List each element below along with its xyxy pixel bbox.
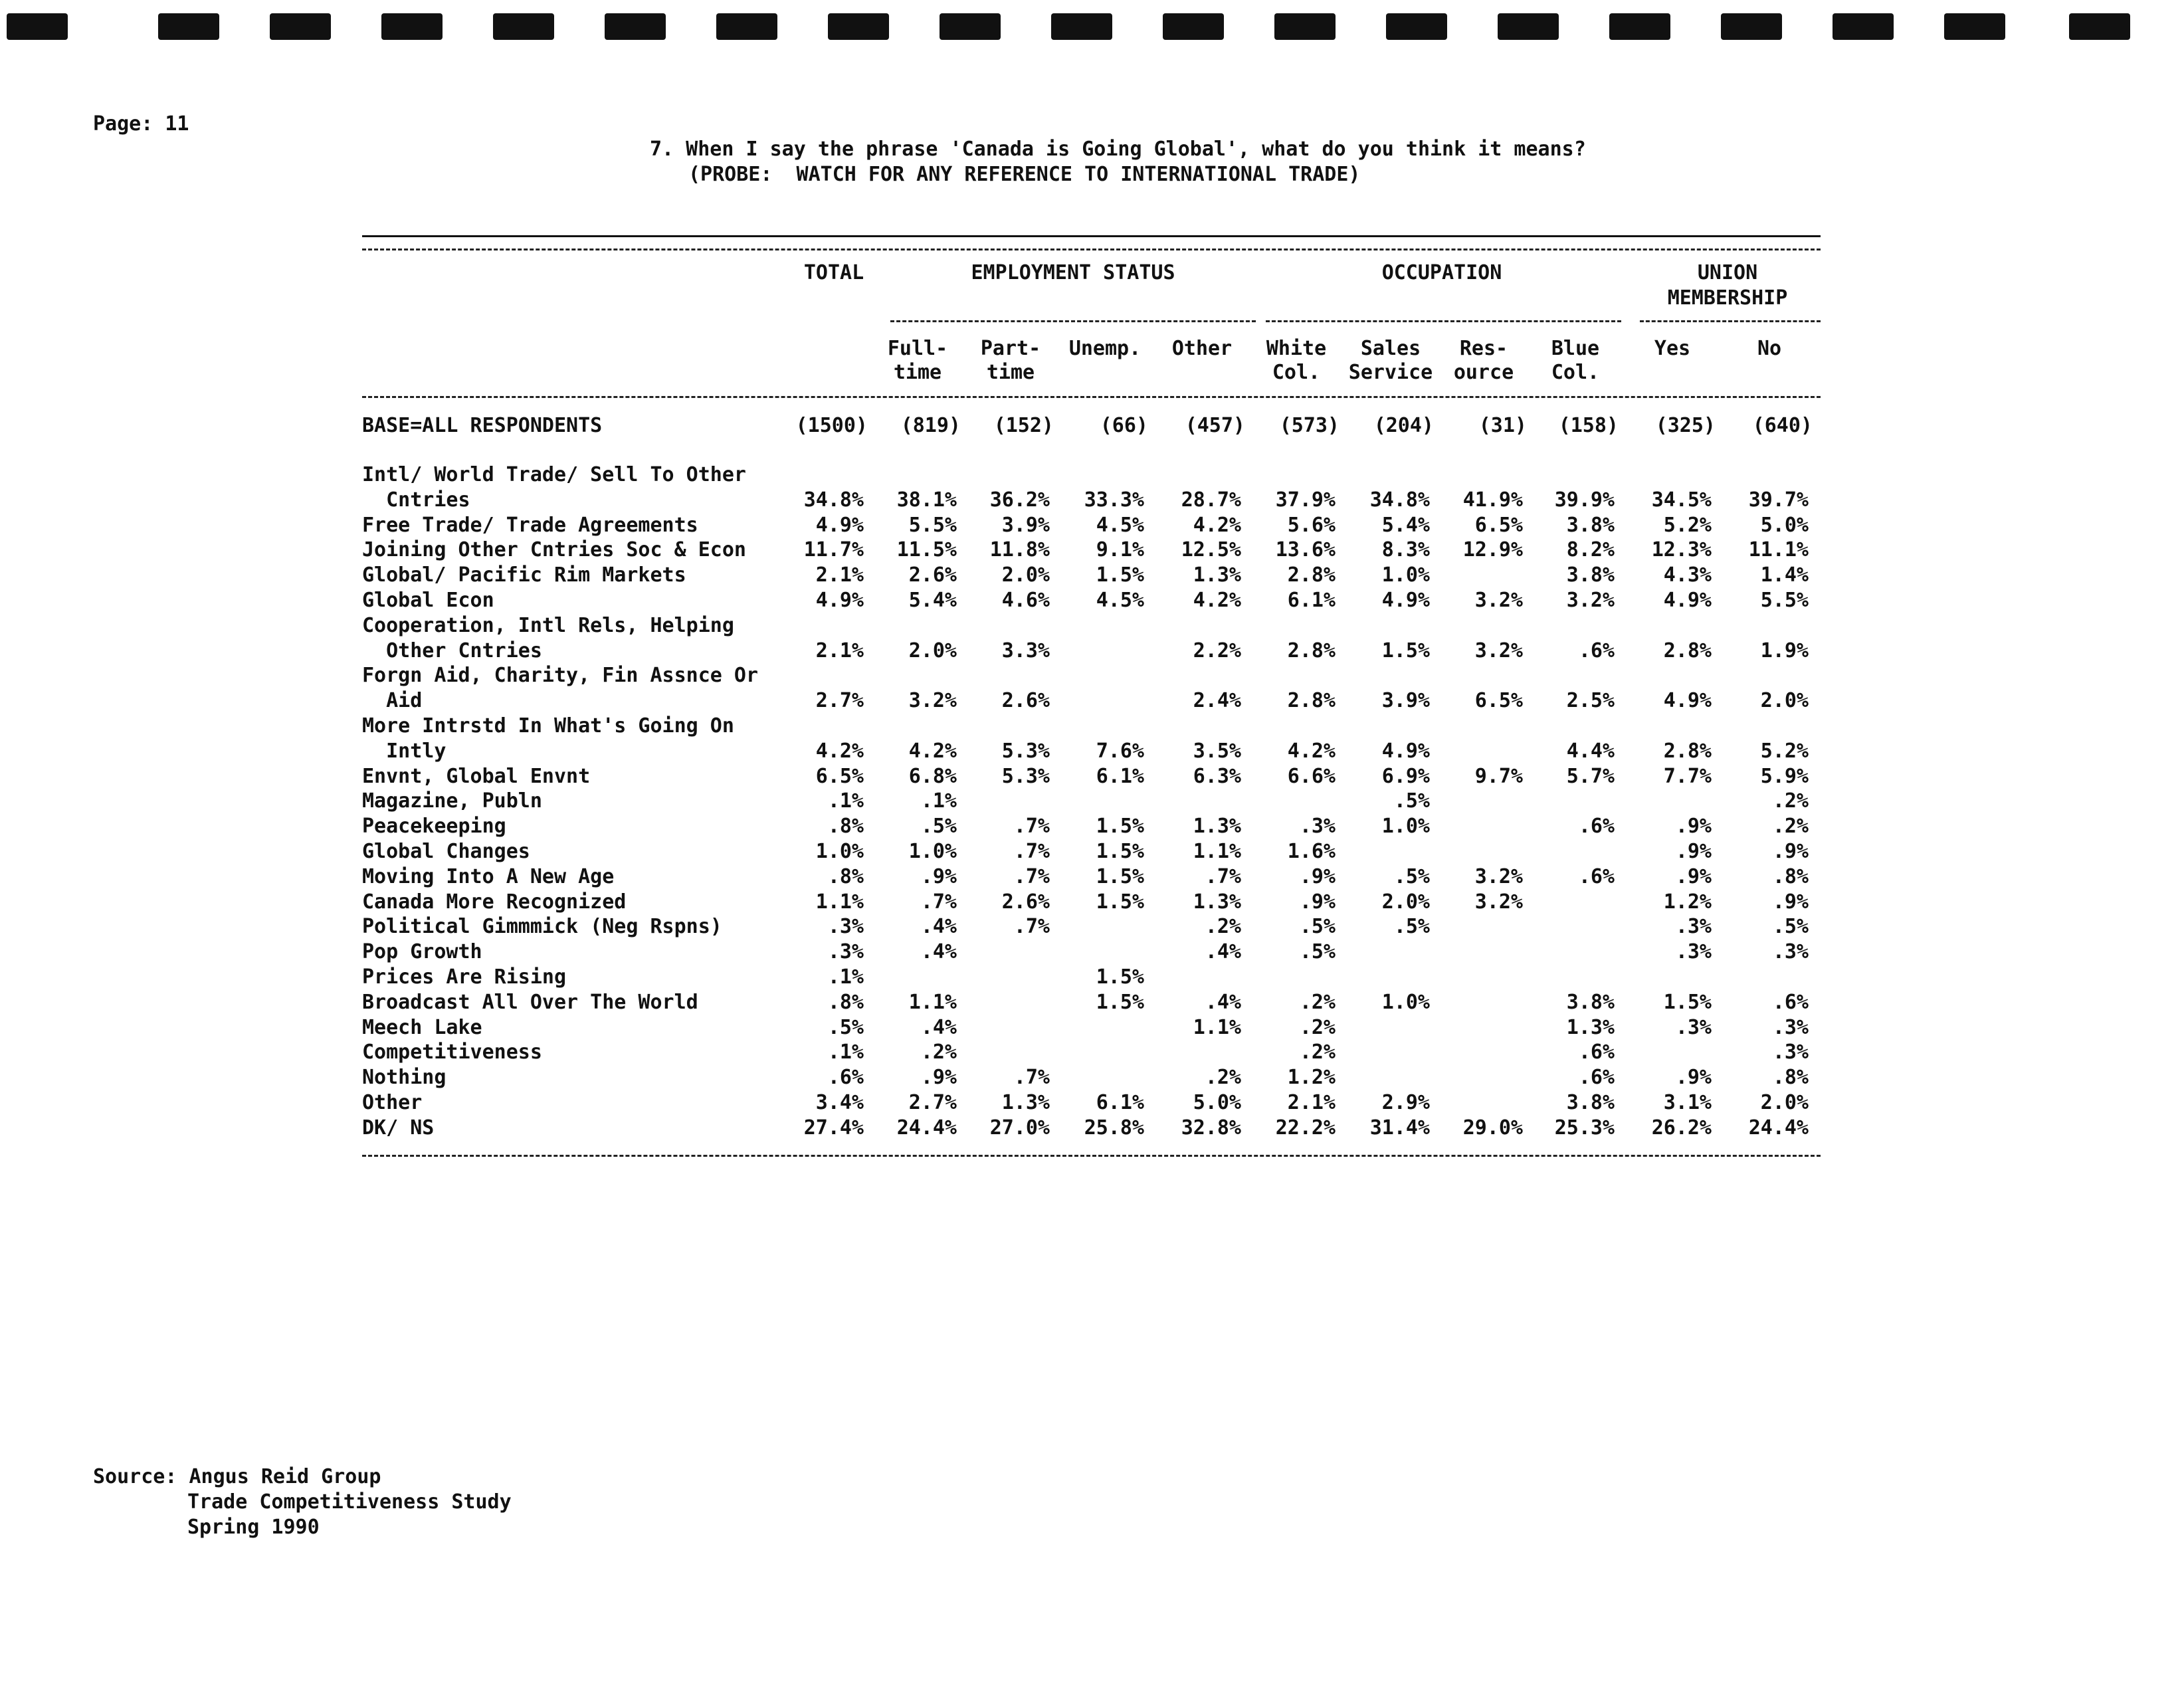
row-label-continued: Other Cntries: [362, 639, 542, 662]
table-cell: 5.2%: [1663, 513, 1712, 537]
source-date: Spring 1990: [187, 1516, 320, 1539]
table-cell: 4.5%: [1096, 589, 1144, 612]
base-cell: (31): [1478, 414, 1527, 437]
table-cell: 5.5%: [908, 513, 957, 537]
table-cell: 24.4%: [1748, 1116, 1809, 1140]
table-cell: .3%: [1772, 1041, 1809, 1064]
row-label: Joining Other Cntries Soc & Econ: [362, 538, 746, 562]
table-cell: 8.3%: [1381, 538, 1430, 562]
table-cell: 2.1%: [1287, 1091, 1336, 1114]
table-cell: 1.5%: [1381, 639, 1430, 662]
column-header: Other: [1171, 337, 1233, 360]
row-label: Forgn Aid, Charity, Fin Assnce Or: [362, 664, 759, 688]
table-cell: .6%: [1578, 639, 1615, 662]
column-header: time: [986, 361, 1035, 384]
table-cell: .4%: [1205, 990, 1241, 1014]
base-label: BASE=ALL RESPONDENTS: [362, 414, 603, 437]
table-cell: 25.8%: [1084, 1116, 1144, 1140]
table-cell: 12.3%: [1651, 538, 1712, 562]
table-cell: .6%: [827, 1066, 864, 1090]
binding-hole: [1498, 13, 1559, 40]
table-cell: 1.4%: [1760, 563, 1809, 587]
table-cell: .9%: [1299, 890, 1336, 914]
group-header-union-sub: MEMBERSHIP: [1667, 286, 1788, 310]
header-bottom-rule: [362, 396, 1821, 398]
binding-hole: [158, 13, 219, 40]
table-cell: 1.5%: [1096, 563, 1144, 587]
table-dashed-rule: [362, 248, 1821, 250]
table-cell: .3%: [1299, 815, 1336, 839]
table-cell: .7%: [1013, 864, 1050, 888]
base-cell: (573): [1279, 414, 1340, 437]
base-cell: (158): [1558, 414, 1619, 437]
row-label: Prices Are Rising: [362, 965, 567, 989]
table-cell: 2.0%: [1760, 1091, 1809, 1114]
table-cell: 3.5%: [1193, 739, 1241, 763]
table-cell: 3.8%: [1566, 513, 1615, 537]
table-cell: .5%: [1299, 915, 1336, 939]
binding-hole: [1609, 13, 1670, 40]
group-header-total: TOTAL: [803, 261, 864, 284]
table-cell: 2.8%: [1287, 563, 1336, 587]
table-cell: .5%: [920, 815, 957, 839]
table-cell: 1.3%: [1193, 563, 1241, 587]
base-cell: (204): [1373, 414, 1434, 437]
binding-hole: [1833, 13, 1894, 40]
row-label: Global/ Pacific Rim Markets: [362, 563, 686, 587]
table-cell: 37.9%: [1275, 488, 1336, 512]
table-cell: .9%: [1772, 890, 1809, 914]
column-header: Col.: [1551, 361, 1600, 384]
table-cell: .7%: [1013, 915, 1050, 939]
table-cell: .5%: [1393, 915, 1430, 939]
row-label: Magazine, Publn: [362, 789, 542, 813]
table-cell: 6.1%: [1096, 764, 1144, 788]
table-cell: 9.7%: [1474, 764, 1523, 788]
base-cell: (66): [1100, 414, 1148, 437]
column-header: White: [1266, 337, 1327, 360]
table-cell: .7%: [1013, 1066, 1050, 1090]
page-number: Page: 11: [93, 112, 189, 136]
row-label: Other: [362, 1091, 423, 1114]
table-cell: .3%: [1675, 1015, 1712, 1039]
table-cell: 31.4%: [1369, 1116, 1430, 1140]
table-cell: 2.7%: [908, 1091, 957, 1114]
table-cell: .7%: [1013, 815, 1050, 839]
table-cell: .5%: [1393, 789, 1430, 813]
table-cell: 3.9%: [1381, 689, 1430, 713]
table-cell: 3.1%: [1663, 1091, 1712, 1114]
table-cell: 3.9%: [1001, 513, 1050, 537]
table-cell: .9%: [1772, 840, 1809, 863]
row-label-continued: Aid: [362, 689, 423, 713]
binding-hole: [1051, 13, 1112, 40]
table-cell: 5.0%: [1760, 513, 1809, 537]
table-cell: .4%: [1205, 940, 1241, 964]
binding-hole: [1274, 13, 1336, 40]
table-cell: .2%: [1772, 815, 1809, 839]
table-cell: 1.1%: [1193, 1015, 1241, 1039]
table-cell: .8%: [1772, 864, 1809, 888]
table-cell: 6.5%: [815, 764, 864, 788]
table-cell: 4.9%: [815, 589, 864, 612]
table-cell: 6.9%: [1381, 764, 1430, 788]
table-cell: 1.2%: [1663, 890, 1712, 914]
row-label: Competitiveness: [362, 1041, 542, 1064]
column-header: ource: [1453, 361, 1514, 384]
table-cell: 24.4%: [896, 1116, 957, 1140]
row-label: Global Changes: [362, 840, 530, 863]
question-text: 7. When I say the phrase 'Canada is Going Global', what do you think it means?: [650, 138, 1586, 161]
binding-hole: [493, 13, 554, 40]
table-cell: 1.5%: [1096, 815, 1144, 839]
base-cell: (1500): [795, 414, 868, 437]
table-cell: .3%: [827, 940, 864, 964]
table-cell: 4.4%: [1566, 739, 1615, 763]
column-header: Blue: [1551, 337, 1600, 360]
occupation-underline: [1266, 320, 1621, 322]
table-cell: .5%: [1393, 864, 1430, 888]
table-cell: 6.3%: [1193, 764, 1241, 788]
table-cell: 2.0%: [1001, 563, 1050, 587]
table-cell: 11.5%: [896, 538, 957, 562]
table-cell: 5.0%: [1193, 1091, 1241, 1114]
table-cell: 3.8%: [1566, 990, 1615, 1014]
table-cell: 2.6%: [908, 563, 957, 587]
table-cell: 1.0%: [815, 840, 864, 863]
table-cell: 1.5%: [1096, 965, 1144, 989]
table-cell: 2.8%: [1663, 639, 1712, 662]
table-cell: 1.5%: [1096, 890, 1144, 914]
table-cell: .9%: [1675, 840, 1712, 863]
row-label: Political Gimmmick (Neg Rspns): [362, 915, 722, 939]
table-cell: 25.3%: [1554, 1116, 1615, 1140]
table-cell: 1.5%: [1096, 864, 1144, 888]
table-cell: 26.2%: [1651, 1116, 1712, 1140]
table-cell: 4.2%: [1193, 589, 1241, 612]
binding-hole: [1163, 13, 1224, 40]
table-cell: 4.3%: [1663, 563, 1712, 587]
table-cell: 6.5%: [1474, 689, 1523, 713]
table-cell: 29.0%: [1462, 1116, 1523, 1140]
table-cell: 4.2%: [1193, 513, 1241, 537]
column-header: Full-: [887, 337, 948, 360]
table-cell: .7%: [920, 890, 957, 914]
table-cell: 12.5%: [1181, 538, 1241, 562]
table-cell: .5%: [1772, 915, 1809, 939]
table-bottom-rule: [362, 1155, 1821, 1157]
table-cell: 2.1%: [815, 639, 864, 662]
table-cell: 36.2%: [989, 488, 1050, 512]
column-header: Yes: [1654, 337, 1691, 360]
table-cell: 2.5%: [1566, 689, 1615, 713]
base-cell: (819): [900, 414, 961, 437]
table-cell: .9%: [920, 1066, 957, 1090]
table-cell: .9%: [920, 864, 957, 888]
union-underline: [1640, 320, 1821, 322]
table-cell: 1.9%: [1760, 639, 1809, 662]
table-cell: 1.6%: [1287, 840, 1336, 863]
table-cell: .4%: [920, 915, 957, 939]
binding-hole: [2069, 13, 2130, 40]
table-cell: 34.5%: [1651, 488, 1712, 512]
table-cell: 1.5%: [1663, 990, 1712, 1014]
group-header-employment: EMPLOYMENT STATUS: [971, 261, 1175, 284]
table-cell: 1.1%: [1193, 840, 1241, 863]
binding-hole: [7, 13, 68, 40]
table-cell: 5.9%: [1760, 764, 1809, 788]
table-cell: .1%: [827, 965, 864, 989]
table-cell: .3%: [827, 915, 864, 939]
table-cell: .2%: [1299, 1015, 1336, 1039]
binding-hole: [828, 13, 889, 40]
table-cell: 38.1%: [896, 488, 957, 512]
row-label: Meech Lake: [362, 1015, 482, 1039]
row-label: Cooperation, Intl Rels, Helping: [362, 613, 734, 637]
table-cell: 2.8%: [1287, 689, 1336, 713]
table-cell: 3.3%: [1001, 639, 1050, 662]
table-cell: 22.2%: [1275, 1116, 1336, 1140]
table-cell: .3%: [1772, 1015, 1809, 1039]
table-cell: 4.9%: [1663, 589, 1712, 612]
table-cell: .8%: [827, 815, 864, 839]
table-cell: 1.5%: [1096, 840, 1144, 863]
binding-holes: [0, 13, 2184, 47]
row-label-continued: Cntries: [362, 488, 470, 512]
table-cell: 5.4%: [908, 589, 957, 612]
column-header: time: [893, 361, 942, 384]
table-cell: 1.3%: [1566, 1015, 1615, 1039]
table-cell: 27.4%: [803, 1116, 864, 1140]
column-header: Unemp.: [1068, 337, 1142, 360]
table-cell: 28.7%: [1181, 488, 1241, 512]
table-cell: 4.5%: [1096, 513, 1144, 537]
table-cell: 33.3%: [1084, 488, 1144, 512]
table-cell: 2.4%: [1193, 689, 1241, 713]
table-cell: .9%: [1299, 864, 1336, 888]
table-cell: 1.2%: [1287, 1066, 1336, 1090]
table-cell: .6%: [1772, 990, 1809, 1014]
employment-underline: [890, 320, 1256, 322]
table-cell: .2%: [1299, 1041, 1336, 1064]
table-cell: 6.1%: [1096, 1091, 1144, 1114]
table-cell: 2.0%: [1760, 689, 1809, 713]
table-cell: 2.8%: [1287, 639, 1336, 662]
table-cell: 4.9%: [1663, 689, 1712, 713]
table-cell: 6.5%: [1474, 513, 1523, 537]
row-label: Canada More Recognized: [362, 890, 627, 914]
table-cell: 34.8%: [1369, 488, 1430, 512]
table-cell: 3.8%: [1566, 1091, 1615, 1114]
table-cell: 1.1%: [815, 890, 864, 914]
table-cell: .6%: [1578, 864, 1615, 888]
base-cell: (640): [1752, 414, 1813, 437]
column-header: Service: [1348, 361, 1433, 384]
table-cell: 5.7%: [1566, 764, 1615, 788]
binding-hole: [381, 13, 443, 40]
table-cell: 2.9%: [1381, 1091, 1430, 1114]
row-label: Free Trade/ Trade Agreements: [362, 513, 698, 537]
table-cell: 4.2%: [908, 739, 957, 763]
table-cell: 5.3%: [1001, 739, 1050, 763]
table-cell: 2.0%: [1381, 890, 1430, 914]
table-cell: 32.8%: [1181, 1116, 1241, 1140]
table-cell: 3.8%: [1566, 563, 1615, 587]
binding-hole: [1386, 13, 1447, 40]
table-cell: .1%: [920, 789, 957, 813]
table-cell: 4.2%: [815, 739, 864, 763]
table-cell: .5%: [1299, 940, 1336, 964]
table-cell: .2%: [1772, 789, 1809, 813]
table-cell: 2.6%: [1001, 890, 1050, 914]
table-cell: 3.2%: [1474, 890, 1523, 914]
table-cell: .1%: [827, 1041, 864, 1064]
binding-hole: [1721, 13, 1782, 40]
table-cell: 1.1%: [908, 990, 957, 1014]
table-cell: 6.6%: [1287, 764, 1336, 788]
table-cell: 5.5%: [1760, 589, 1809, 612]
table-cell: 2.0%: [908, 639, 957, 662]
table-cell: 5.6%: [1287, 513, 1336, 537]
table-cell: 4.9%: [1381, 739, 1430, 763]
group-header-union: UNION: [1697, 261, 1758, 284]
table-cell: 2.8%: [1663, 739, 1712, 763]
table-cell: 13.6%: [1275, 538, 1336, 562]
table-cell: 7.7%: [1663, 764, 1712, 788]
binding-hole: [1944, 13, 2005, 40]
row-label: Broadcast All Over The World: [362, 990, 698, 1014]
row-label-continued: Intly: [362, 739, 447, 763]
table-cell: 4.6%: [1001, 589, 1050, 612]
table-cell: .4%: [920, 940, 957, 964]
row-label: More Intrstd In What's Going On: [362, 714, 734, 738]
table-cell: .4%: [920, 1015, 957, 1039]
row-label: Pop Growth: [362, 940, 482, 964]
table-cell: 1.0%: [1381, 990, 1430, 1014]
table-cell: 1.0%: [908, 840, 957, 863]
table-cell: 1.3%: [1001, 1091, 1050, 1114]
column-header: Sales: [1360, 337, 1421, 360]
table-cell: .2%: [920, 1041, 957, 1064]
row-label: Peacekeeping: [362, 815, 506, 839]
table-cell: 6.1%: [1287, 589, 1336, 612]
table-cell: 4.9%: [1381, 589, 1430, 612]
row-label: Nothing: [362, 1066, 447, 1090]
table-cell: 1.0%: [1381, 815, 1430, 839]
base-cell: (152): [993, 414, 1054, 437]
table-cell: .5%: [827, 1015, 864, 1039]
table-cell: 11.7%: [803, 538, 864, 562]
base-cell: (325): [1655, 414, 1716, 437]
table-cell: 3.2%: [1474, 639, 1523, 662]
table-cell: 41.9%: [1462, 488, 1523, 512]
table-cell: 1.5%: [1096, 990, 1144, 1014]
table-cell: 5.4%: [1381, 513, 1430, 537]
column-header: No: [1757, 337, 1782, 360]
table-cell: 7.6%: [1096, 739, 1144, 763]
table-cell: 2.7%: [815, 689, 864, 713]
table-cell: .3%: [1675, 915, 1712, 939]
table-cell: .6%: [1578, 1041, 1615, 1064]
table-cell: 27.0%: [989, 1116, 1050, 1140]
table-cell: 9.1%: [1096, 538, 1144, 562]
table-cell: .9%: [1675, 815, 1712, 839]
column-header: Res-: [1459, 337, 1508, 360]
row-label: Envnt, Global Envnt: [362, 764, 591, 788]
table-cell: .7%: [1013, 840, 1050, 863]
binding-hole: [940, 13, 1001, 40]
base-cell: (457): [1185, 414, 1245, 437]
table-cell: 11.1%: [1748, 538, 1809, 562]
table-cell: .6%: [1578, 1066, 1615, 1090]
column-header: Col.: [1272, 361, 1321, 384]
table-cell: 1.3%: [1193, 890, 1241, 914]
row-label: Moving Into A New Age: [362, 864, 615, 888]
table-cell: 8.2%: [1566, 538, 1615, 562]
binding-hole: [605, 13, 666, 40]
table-cell: .7%: [1205, 864, 1241, 888]
table-cell: 6.8%: [908, 764, 957, 788]
table-cell: .6%: [1578, 815, 1615, 839]
table-cell: 1.3%: [1193, 815, 1241, 839]
table-cell: .8%: [827, 864, 864, 888]
table-cell: .2%: [1205, 1066, 1241, 1090]
table-cell: .3%: [1675, 940, 1712, 964]
table-cell: 2.1%: [815, 563, 864, 587]
row-label: Intl/ World Trade/ Sell To Other: [362, 463, 746, 486]
table-cell: .8%: [827, 990, 864, 1014]
table-top-rule: [362, 235, 1821, 237]
table-cell: 4.2%: [1287, 739, 1336, 763]
table-cell: 3.2%: [1566, 589, 1615, 612]
row-label: Global Econ: [362, 589, 494, 612]
table-cell: 39.9%: [1554, 488, 1615, 512]
column-header: Part-: [980, 337, 1041, 360]
table-cell: 4.9%: [815, 513, 864, 537]
table-cell: .8%: [1772, 1066, 1809, 1090]
table-cell: .9%: [1675, 864, 1712, 888]
source-study: Trade Competitiveness Study: [187, 1490, 512, 1514]
table-cell: .3%: [1772, 940, 1809, 964]
table-cell: 3.2%: [1474, 589, 1523, 612]
table-cell: .1%: [827, 789, 864, 813]
table-cell: 3.4%: [815, 1091, 864, 1114]
table-cell: 5.2%: [1760, 739, 1809, 763]
table-cell: 34.8%: [803, 488, 864, 512]
row-label: DK/ NS: [362, 1116, 435, 1140]
table-cell: 3.2%: [908, 689, 957, 713]
table-cell: 39.7%: [1748, 488, 1809, 512]
table-cell: 3.2%: [1474, 864, 1523, 888]
table-cell: 5.3%: [1001, 764, 1050, 788]
binding-hole: [270, 13, 331, 40]
table-cell: 2.6%: [1001, 689, 1050, 713]
table-cell: 2.2%: [1193, 639, 1241, 662]
binding-hole: [716, 13, 777, 40]
table-cell: .2%: [1299, 990, 1336, 1014]
table-cell: 11.8%: [989, 538, 1050, 562]
question-probe: (PROBE: WATCH FOR ANY REFERENCE TO INTERNATIONAL TRADE): [688, 163, 1361, 186]
table-cell: 12.9%: [1462, 538, 1523, 562]
table-cell: .9%: [1675, 1066, 1712, 1090]
table-cell: .2%: [1205, 915, 1241, 939]
table-cell: 1.0%: [1381, 563, 1430, 587]
group-header-occupation: OCCUPATION: [1381, 261, 1502, 284]
source-line: Source: Angus Reid Group: [93, 1465, 381, 1488]
